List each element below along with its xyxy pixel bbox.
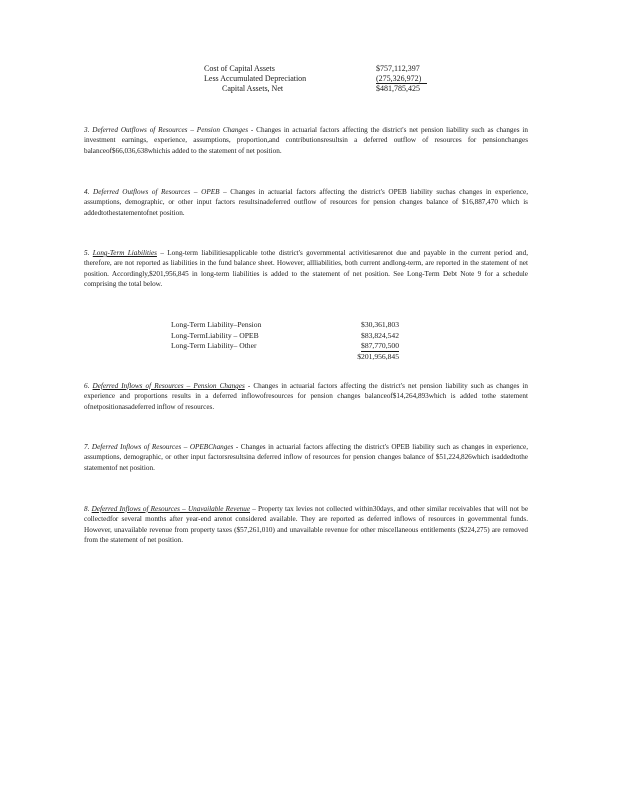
note-8-body: – Property tax levies not collected within30days, and other similar receivables that will not be collectedfor several months after year-end arenot considered available. They are reported as deferred inflows of resources in governmental funds. However, unavailable revenue from property taxes ($57,261,010) and unavailable revenue for other miscellaneous entitlements ($224,275) are removed from the statement of net position. (84, 505, 529, 545)
note-7-opeb-inflows (84, 442, 528, 473)
ltl-row-other (171, 341, 431, 352)
note-8-heading: Deferred Inflows of Resources – Unavailable Revenue (91, 505, 251, 513)
note-5-long-term-liabilities (84, 248, 528, 290)
ltl-other-label: Long-Term Liability– Other (171, 341, 257, 351)
note-7-number: 7. (84, 443, 90, 451)
note-4-number: 4. (84, 188, 90, 196)
note-6-number: 6. (84, 382, 90, 390)
note-3-body: - Changes in actuarial factors affecting the district's net pension liability such as changes in investment earnings, experience, assumptions, proportion,and contributionsresultsin a deferred outflow of resources for pensionchanges balanceof$66,036,638whichis added to the statement of net position. (84, 126, 528, 155)
note-7-heading: Deferred Inflows of Resources – OPEBChanges (91, 443, 234, 451)
note-6-pension-inflows (84, 381, 528, 412)
capital-assets-depreciation-value: (275,326,972) (376, 74, 427, 84)
note-5-body: – Long-term liabilitiesapplicable tothe district's governmental activitiesarenot due and payable in the current period and, therefore, are not reported as liabilities in the fund balance sheet. However, allliabilities, both current andlong-term, are reported in the statement of net position. Accordingly,$201,956,845 in long-term liabilities is added to the statement of net position. See Long-Term Debt Note 9 for a schedule comprising the total below. (84, 249, 529, 289)
note-8-unavailable-revenue (84, 504, 528, 546)
ltl-opeb-value: $83,824,542 (361, 330, 399, 340)
capital-assets-cost-label: Cost of Capital Assets (204, 64, 275, 73)
ltl-pension-value: $30,361,803 (361, 320, 399, 329)
capital-assets-net-value: $481,785,425 (376, 84, 420, 93)
note-8-number: 8. (84, 505, 90, 513)
ltl-other-value: $87,770,500 (361, 341, 399, 351)
note-4-heading: Deferred Outflows of Resources – OPEB (93, 188, 220, 196)
ltl-row-opeb (171, 331, 431, 342)
note-4-opeb-outflows (84, 187, 528, 218)
capital-assets-row-depreciation (204, 74, 444, 84)
note-7-body: - Changes in actuarial factors affecting the district's OPEB liability such as changes in experience, assumptions, demographic, or other input factorsresultsina deferred inflow of resources for pension changes balance of $51,224,826which isaddedtothe statementof net position. (84, 443, 529, 472)
note-4-body: – Changes in actuarial factors affecting the district's OPEB liability suchas changes in experience, assumptions, demographic, or other input factors resultsinadeferred outflow of resources for pension changes balance of $16,887,470 which is addedtothestatementofnet position. (84, 188, 529, 217)
note-6-body: - Changes in actuarial factors affecting the district's net pension liability such as changes in experience and proportions results in a deferred inflowofresources for pension changes balanceof$14,264,893which is added tothe statement ofnetpositionasadeferred inflow of resources. (84, 382, 528, 411)
ltl-row-total (171, 352, 431, 363)
ltl-total-value: $201,956,845 (357, 351, 399, 361)
note-6-heading: Deferred Inflows of Resources – Pension Changes (92, 382, 245, 390)
capital-assets-row-cost (204, 64, 444, 74)
ltl-pension-label: Long-Term Liability–Pension (171, 320, 262, 329)
note-5-heading: Long-Term Liabilities (92, 249, 157, 257)
note-5-number: 5. (84, 249, 90, 257)
ltl-opeb-label: Long-TermLiability – OPEB (171, 330, 259, 340)
long-term-liabilities-table (171, 320, 431, 362)
capital-assets-depreciation-label: Less Accumulated Depreciation (204, 74, 307, 83)
capital-assets-row-net (204, 84, 444, 94)
note-3-heading: Deferred Outflows of Resources – Pension Changes (92, 126, 249, 134)
capital-assets-table (204, 64, 444, 94)
note-3-pension-outflows (84, 125, 528, 156)
note-3-number: 3. (84, 126, 90, 134)
ltl-row-pension (171, 320, 431, 331)
capital-assets-cost-value: $757,112,397 (376, 64, 420, 73)
capital-assets-net-label: Capital Assets, Net (222, 84, 284, 93)
